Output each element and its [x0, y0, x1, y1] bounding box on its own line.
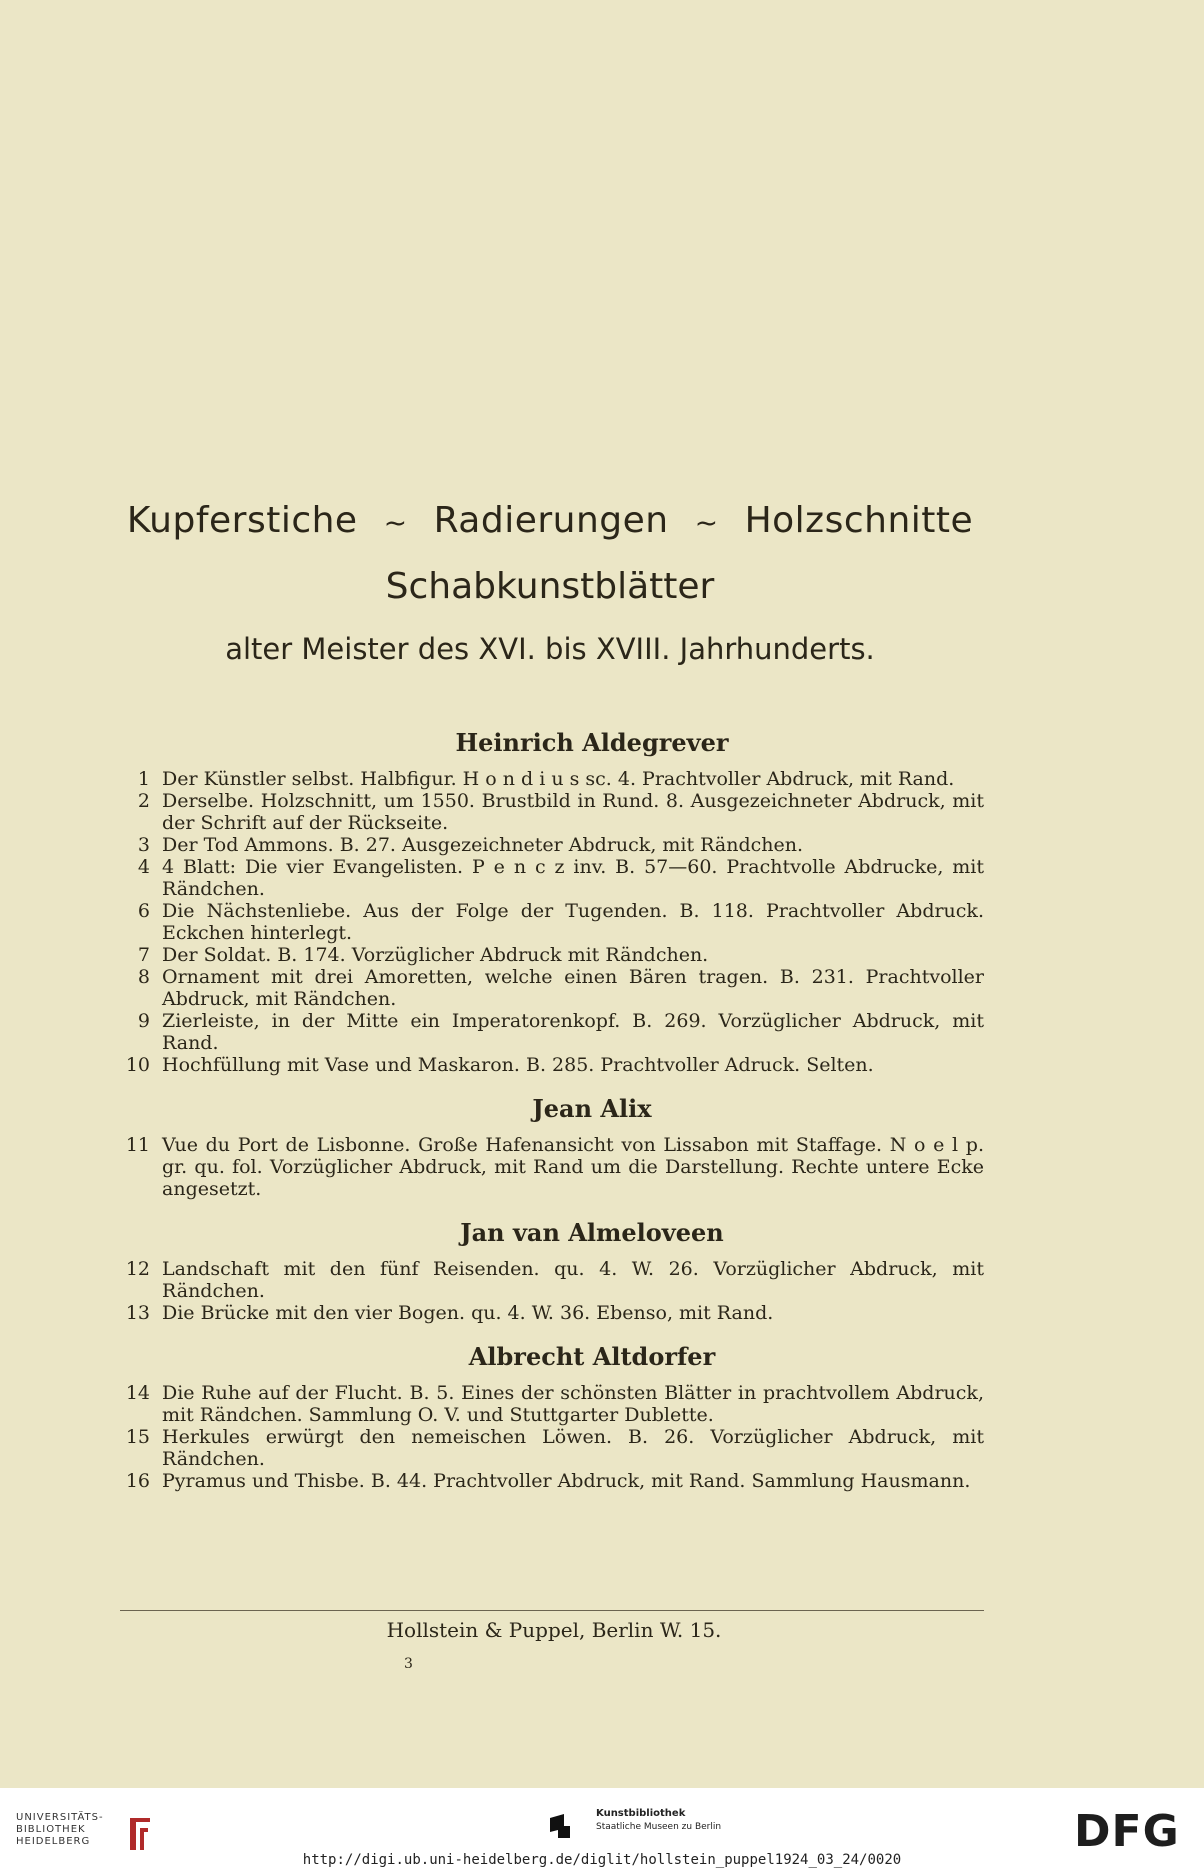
entry-number: 12: [125, 1258, 150, 1280]
section-heading: Jean Alix: [532, 1094, 652, 1123]
entry-number: 16: [125, 1470, 150, 1492]
university-line: HEIDELBERG: [16, 1836, 91, 1847]
title-line-3: alter Meister des XVI. bis XVIII. Jahrhunderts.: [225, 632, 875, 666]
catalog-entry: [120, 900, 984, 944]
entry-text: 4 Blatt: Die vier Evangelisten. P e n c z inv. B. 57—60. Prachtvolle Abdrucke, mit Rändchen.: [162, 856, 984, 900]
catalog-entry: [120, 834, 984, 856]
entry-text: Vue du Port de Lisbonne. Große Hafenansicht von Lissabon mit Staffage. N o e l p. gr. qu. fol. Vorzüglicher Abdruck, mit Rand um die Darstellung. Rechte untere Ecke angesetzt.: [162, 1134, 984, 1200]
title-separator: ~: [694, 506, 719, 539]
entry-number: 15: [125, 1426, 150, 1448]
catalog-entry: [120, 1426, 984, 1470]
university-line: BIBLIOTHEK: [16, 1824, 86, 1835]
entry-number: 8: [137, 966, 150, 988]
entry-number: 7: [137, 944, 150, 966]
entry-text: Pyramus und Thisbe. B. 44. Prachtvoller Abdruck, mit Rand. Sammlung Hausmann.: [162, 1470, 971, 1492]
catalog-entry: [120, 1382, 984, 1426]
source-url[interactable]: http://digi.ub.uni-heidelberg.de/diglit/hollstein_puppel1924_03_24/0020: [302, 1852, 902, 1868]
page-number: 3: [404, 1656, 413, 1672]
entry-text: Die Ruhe auf der Flucht. B. 5. Eines der schönsten Blätter in prachtvollem Abdruck, mit Rändchen. Sammlung O. V. und Stuttgarter Dublette.: [162, 1382, 984, 1426]
catalog-entry: [120, 966, 984, 1010]
catalog-entry: [120, 1134, 984, 1200]
university-emblem-icon: [126, 1814, 154, 1854]
title-line-2: Schabkunstblätter: [385, 566, 715, 607]
title-line-1: [0, 500, 1100, 541]
section-heading: Jan van Almeloveen: [460, 1218, 724, 1247]
entry-number: 1: [137, 768, 150, 790]
catalog-entry: [120, 768, 984, 790]
entry-number: 13: [125, 1302, 150, 1324]
university-line: UNIVERSITÄTS-: [16, 1812, 104, 1823]
catalog-content: [120, 728, 984, 1492]
entry-number: 4: [137, 856, 150, 878]
catalog-entry: [120, 1470, 984, 1492]
title-kupferstiche: Kupferstiche: [126, 500, 358, 541]
publisher-footer: Hollstein & Puppel, Berlin W. 15.: [386, 1618, 722, 1642]
entry-text: Zierleiste, in der Mitte ein Imperatorenkopf. B. 269. Vorzüglicher Abdruck, mit Rand.: [162, 1010, 984, 1054]
section-heading: Heinrich Aldegrever: [455, 728, 729, 757]
entry-number: 3: [137, 834, 150, 856]
title-holzschnitte: Holzschnitte: [744, 500, 974, 541]
kunstbibliothek-emblem-icon: [548, 1812, 572, 1840]
entry-number: 11: [125, 1134, 150, 1156]
title-separator: ~: [383, 506, 408, 539]
catalog-entry: [120, 1302, 984, 1324]
kunstbibliothek-subtitle: Staatliche Museen zu Berlin: [596, 1822, 722, 1832]
catalog-entry: [120, 856, 984, 900]
catalog-entry: [120, 790, 984, 834]
entry-text: Ornament mit drei Amoretten, welche einen Bären tragen. B. 231. Prachtvoller Abdruck, mit Rändchen.: [162, 966, 984, 1010]
university-library-logo[interactable]: [16, 1812, 142, 1848]
viewer-bottom-bar: [0, 1788, 1204, 1872]
entry-number: 2: [137, 790, 150, 812]
entry-text: Herkules erwürgt den nemeischen Löwen. B. 26. Vorzüglicher Abdruck, mit Rändchen.: [162, 1426, 984, 1470]
catalog-entry: [120, 1010, 984, 1054]
title-radierungen: Radierungen: [433, 500, 669, 541]
catalog-entry: [120, 944, 984, 966]
entry-number: 9: [137, 1010, 150, 1032]
footer-divider: [120, 1610, 984, 1611]
entry-text: Hochfüllung mit Vase und Maskaron. B. 285. Prachtvoller Adruck. Selten.: [162, 1054, 874, 1076]
entry-text: Der Künstler selbst. Halbfigur. H o n d i u s sc. 4. Prachtvoller Abdruck, mit Rand.: [162, 768, 955, 790]
entry-text: Der Tod Ammons. B. 27. Ausgezeichneter Abdruck, mit Rändchen.: [162, 834, 804, 856]
entry-text: Die Brücke mit den vier Bogen. qu. 4. W. 36. Ebenso, mit Rand.: [162, 1302, 774, 1324]
kunstbibliothek-name: Kunstbibliothek: [596, 1808, 686, 1819]
entry-text: Die Nächstenliebe. Aus der Folge der Tugenden. B. 118. Prachtvoller Abdruck. Eckchen hinterlegt.: [162, 900, 984, 944]
entry-number: 6: [137, 900, 150, 922]
section-heading: Albrecht Altdorfer: [468, 1342, 716, 1371]
catalog-entry: [120, 1054, 984, 1076]
catalog-entry: [120, 1258, 984, 1302]
entry-text: Der Soldat. B. 174. Vorzüglicher Abdruck mit Rändchen.: [162, 944, 709, 966]
dfg-logo[interactable]: DFG: [1074, 1806, 1180, 1857]
entry-number: 10: [125, 1054, 150, 1076]
entry-text: Landschaft mit den fünf Reisenden. qu. 4. W. 26. Vorzüglicher Abdruck, mit Rändchen.: [162, 1258, 984, 1302]
entry-text: Derselbe. Holzschnitt, um 1550. Brustbild in Rund. 8. Ausgezeichneter Abdruck, mit der Schrift auf der Rückseite.: [162, 790, 984, 834]
entry-number: 14: [125, 1382, 150, 1404]
